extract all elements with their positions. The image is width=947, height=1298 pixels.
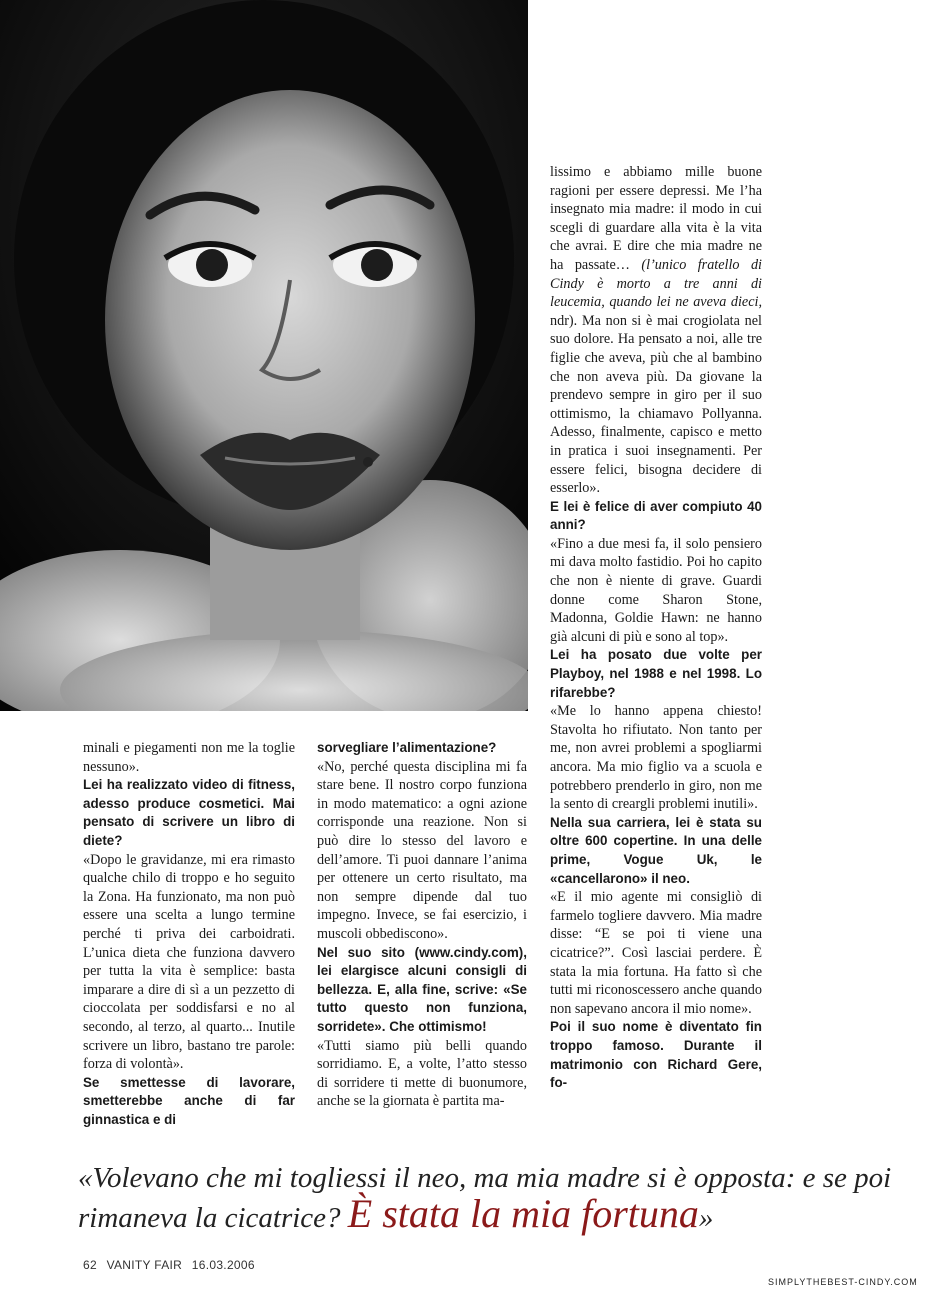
interview-answer: «Me lo hanno appena chiesto! Stavolta ho rifiutato. Non tanto per me, non avrei problemi a spogliarmi ancora. Ma mio figlio va a scuola e potrebbero prenderlo in giro, non me la sento di creargli problemi inutili». <box>550 703 762 813</box>
interview-answer: «E il mio agente mi consigliò di farmelo togliere davvero. Mia madre disse: “E se poi ti viene una cicatrice?”. Così lasciai perdere. È stata la mia fortuna. Ha fatto sì che tutti mi riconoscessero anche quando non sapevano ancora il mio nome». <box>550 889 762 1017</box>
editor-note: (l’unico fratello di Cindy è morto a tre anni di leucemia, quando lei ne aveva dieci, <box>550 256 762 311</box>
portrait-illustration <box>0 0 528 711</box>
interview-answer: «Dopo le gravidanze, mi era rimasto qualche chilo di troppo e ho seguito la Zona. Ha funzionato, ma non può essere una scelta a lungo termine perché ti priva dei carboidrati. L’unica dieta che funziona davvero per tutta la vita è semplice: basta imparare a dire di sì a un pezzetto di cioccolata per soddisfarsi e no al secondo, al terzo, al quarto... Inutile scrivere un libro, bastano tre parole: forza di volontà». <box>83 851 295 1073</box>
interview-question: Lei ha posato due volte per Playboy, nel 1988 e nel 1998. Lo rifarebbe? <box>550 647 762 700</box>
pull-quote-text: «Volevano che mi togliessi il neo, ma mia madre si è opposta: e se poi rimaneva la cicatrice? <box>78 1162 892 1234</box>
issue-date: 16.03.2006 <box>191 1258 255 1272</box>
interview-question: Nella sua carriera, lei è stata su oltre 600 copertine. In una delle prime, Vogue Uk, le «cancellarono» il neo. <box>550 814 762 886</box>
magazine-name: VANITY FAIR <box>106 1258 183 1272</box>
interview-answer: «No, perché questa disciplina mi fa stare bene. Il nostro corpo funziona in modo matematico: a ogni azione corrisponde una reazione. Non si può dire lo stesso del lavoro e dell’amore. Ti puoi dannare l’anima per ottenere un certo risultato, ma non sempre dipende dal tuo impegno. Invece, se fai esercizio, i muscoli obbediscono». <box>317 758 527 942</box>
page-number: 62 <box>83 1258 97 1272</box>
pull-quote-close: » <box>698 1202 714 1234</box>
interview-question: Se smettesse di lavorare, smetterebbe anche di far ginnastica e di <box>83 1074 295 1127</box>
interview-question: Lei ha realizzato video di fitness, adesso produce cosmetici. Mai pensato di scrivere un libro di diete? <box>83 777 295 848</box>
watermark: SIMPLYTHEBEST-CINDY.COM <box>768 1277 918 1287</box>
interview-question: Poi il suo nome è diventato fin troppo famoso. Durante il matrimonio con Richard Gere, fo- <box>550 1019 762 1091</box>
paragraph-text: lissimo e abbiamo mille buone ragioni per essere depressi. Me l’ha insegnato mia madre: il modo in cui scegli di guardare alla vita è la vita che avrai. E dire che mia madre ne ha passate… <box>550 164 762 273</box>
interview-question: Nel suo sito (www.cindy.com), lei elargisce alcuni consigli di bellezza. E, alla fine, scrive: «Se tutto questo non funziona, sorridete». Che ottimismo! <box>317 944 527 1034</box>
article-column-middle <box>317 739 527 1111</box>
interview-answer: «Fino a due mesi fa, il solo pensiero mi dava molto fastidio. Poi ho capito che non è niente di grave. Guardi donne come Sharon Stone, Madonna, Goldie Hawn: ne hanno già alcuni di più e sono al top». <box>550 535 762 645</box>
article-column-right <box>550 163 762 1093</box>
article-column-left <box>83 739 295 1129</box>
interview-question: sorvegliare l’alimentazione? <box>317 740 497 755</box>
paragraph-text: ndr). Ma non si è mai crogiolata nel suo dolore. Ha pensato a noi, alle tre figlie che aveva, più che al bambino che non aveva più. Da giovane la prendevo sempre in giro per il suo ottimismo, la chiamavo Pollyanna. Adesso, finalmente, capisco e metto in pratica i suoi insegnamenti. Per essere felici, bisogna decidere di esserlo». <box>550 312 762 497</box>
portrait-photo <box>0 0 528 711</box>
interview-answer: minali e piegamenti non me la toglie nessuno». <box>83 740 295 775</box>
interview-question: E lei è felice di aver compiuto 40 anni? <box>550 498 762 533</box>
pull-quote-emphasis: È stata la mia fortuna <box>347 1191 699 1236</box>
pull-quote <box>78 1160 898 1236</box>
page-footer <box>83 1258 261 1272</box>
interview-answer: «Tutti siamo più belli quando sorridiamo. E, a volte, l’atto stesso di sorridere ti mette di buonumore, anche se la giornata è partita ma- <box>317 1037 527 1110</box>
